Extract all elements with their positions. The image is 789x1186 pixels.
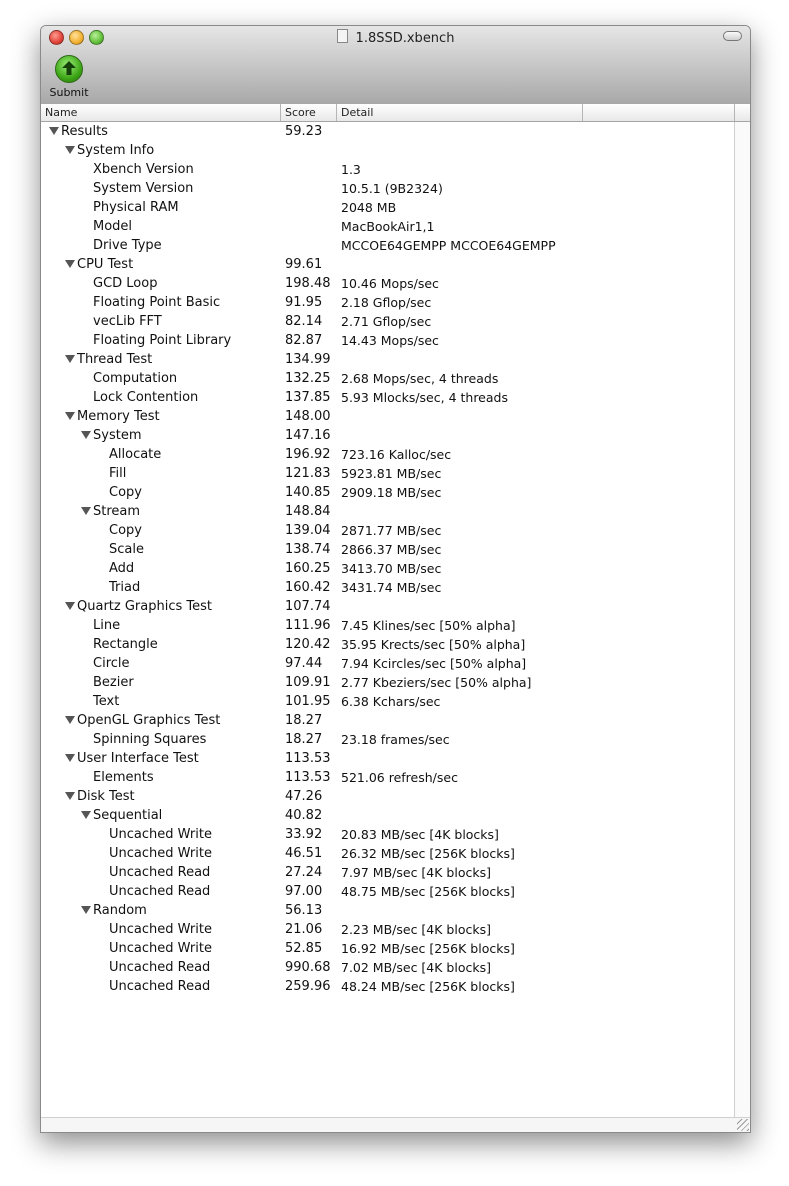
row-name: Thread Test — [77, 352, 153, 367]
row-score: 82.87 — [285, 333, 323, 348]
row-detail: MacBookAir1,1 — [341, 219, 435, 234]
row-name-cell — [81, 426, 141, 445]
row-detail: 2909.18 MB/sec — [341, 485, 442, 500]
window-title-area — [41, 29, 750, 46]
disclosure-triangle-icon[interactable] — [65, 260, 75, 268]
row-name-cell — [109, 958, 210, 977]
row-name-cell — [93, 217, 132, 236]
document-icon — [337, 29, 348, 43]
row-score: 40.82 — [285, 808, 323, 823]
row-name: Triad — [109, 580, 141, 595]
row-name: Bezier — [93, 675, 134, 690]
row-score: 132.25 — [285, 371, 331, 386]
outline-row[interactable] — [41, 255, 750, 274]
row-name-cell — [109, 578, 140, 597]
outline-row[interactable] — [41, 958, 750, 977]
outline-row[interactable] — [41, 502, 750, 521]
row-detail: 2.23 MB/sec [4K blocks] — [341, 922, 491, 937]
row-name-cell — [93, 179, 193, 198]
row-score: 97.00 — [285, 884, 323, 899]
row-score: 33.92 — [285, 827, 323, 842]
row-score: 134.99 — [285, 352, 331, 367]
row-score: 56.13 — [285, 903, 323, 918]
outline-row[interactable] — [41, 787, 750, 806]
disclosure-triangle-icon[interactable] — [65, 792, 75, 800]
row-detail: 1.3 — [341, 162, 361, 177]
row-name: Results — [61, 124, 108, 139]
row-name: Uncached Write — [109, 941, 212, 956]
outline-row[interactable] — [41, 844, 750, 863]
row-name-cell — [93, 369, 177, 388]
row-name-cell — [109, 483, 142, 502]
row-name: Floating Point Basic — [93, 295, 221, 310]
outline-row[interactable] — [41, 331, 750, 350]
row-name: System — [93, 428, 142, 443]
row-name: CPU Test — [77, 257, 134, 272]
row-name-cell — [93, 654, 130, 673]
row-name: Drive Type — [93, 238, 162, 253]
row-name-cell — [65, 711, 220, 730]
disclosure-triangle-icon[interactable] — [65, 146, 75, 154]
row-name: OpenGL Graphics Test — [77, 713, 221, 728]
disclosure-triangle-icon[interactable] — [65, 716, 75, 724]
row-name: Uncached Read — [109, 960, 211, 975]
row-name-cell — [65, 255, 133, 274]
row-name-cell — [109, 559, 134, 578]
row-score: 120.42 — [285, 637, 331, 652]
row-score: 21.06 — [285, 922, 323, 937]
row-score: 111.96 — [285, 618, 331, 633]
outline-row[interactable] — [41, 483, 750, 502]
column-score-header[interactable] — [281, 104, 337, 121]
row-detail: 7.02 MB/sec [4K blocks] — [341, 960, 491, 975]
row-name: Quartz Graphics Test — [77, 599, 212, 614]
results-outline — [41, 122, 750, 1122]
row-name: Line — [93, 618, 121, 633]
row-detail: 5923.81 MB/sec — [341, 466, 442, 481]
row-name-cell — [109, 540, 144, 559]
row-detail: 35.95 Krects/sec [50% alpha] — [341, 637, 526, 652]
row-name: Sequential — [93, 808, 163, 823]
outline-row[interactable] — [41, 920, 750, 939]
row-score: 198.48 — [285, 276, 331, 291]
row-detail: 48.75 MB/sec [256K blocks] — [341, 884, 515, 899]
row-name: vecLib FFT — [93, 314, 162, 329]
row-detail: 26.32 MB/sec [256K blocks] — [341, 846, 515, 861]
disclosure-triangle-icon[interactable] — [65, 355, 75, 363]
row-name-cell — [93, 331, 231, 350]
bottom-bar — [41, 1117, 750, 1132]
row-name: Uncached Write — [109, 827, 212, 842]
row-detail: 2.77 Kbeziers/sec [50% alpha] — [341, 675, 532, 690]
row-score: 139.04 — [285, 523, 331, 538]
outline-row[interactable] — [41, 882, 750, 901]
row-detail: 20.83 MB/sec [4K blocks] — [341, 827, 499, 842]
row-name: Stream — [93, 504, 141, 519]
row-score: 47.26 — [285, 789, 323, 804]
outline-row[interactable] — [41, 293, 750, 312]
row-detail: 23.18 frames/sec — [341, 732, 450, 747]
row-score: 109.91 — [285, 675, 331, 690]
row-name: Scale — [109, 542, 144, 557]
disclosure-triangle-icon[interactable] — [65, 754, 75, 762]
outline-row[interactable] — [41, 141, 750, 160]
row-name: Model — [93, 219, 133, 234]
row-name: Uncached Write — [109, 846, 212, 861]
row-score: 107.74 — [285, 599, 331, 614]
column-empty-header — [583, 104, 735, 121]
row-name-cell — [93, 388, 198, 407]
row-name-cell — [65, 407, 160, 426]
row-name-cell — [109, 464, 126, 483]
outline-row[interactable] — [41, 616, 750, 635]
row-score: 259.96 — [285, 979, 331, 994]
disclosure-triangle-icon[interactable] — [49, 127, 59, 135]
row-score: 113.53 — [285, 770, 331, 785]
outline-row[interactable] — [41, 939, 750, 958]
submit-label: Submit — [49, 86, 89, 99]
outline-row[interactable] — [41, 711, 750, 730]
outline-row[interactable] — [41, 179, 750, 198]
row-name-cell — [93, 635, 158, 654]
row-score: 52.85 — [285, 941, 323, 956]
row-name: Disk Test — [77, 789, 135, 804]
row-detail: 14.43 Mops/sec — [341, 333, 439, 348]
row-name: Copy — [109, 485, 142, 500]
outline-row[interactable] — [41, 863, 750, 882]
row-score: 82.14 — [285, 314, 323, 329]
xbench-window — [40, 25, 751, 1133]
row-score: 148.00 — [285, 409, 331, 424]
row-detail: 2866.37 MB/sec — [341, 542, 442, 557]
row-score: 46.51 — [285, 846, 323, 861]
row-name: Physical RAM — [93, 200, 179, 215]
row-detail: 6.38 Kchars/sec — [341, 694, 441, 709]
row-detail: MCCOE64GEMPP MCCOE64GEMPP — [341, 238, 556, 253]
row-name-cell — [109, 825, 212, 844]
row-name-cell — [93, 160, 194, 179]
row-detail: 723.16 Kalloc/sec — [341, 447, 452, 462]
row-score: 18.27 — [285, 713, 323, 728]
title-bar — [41, 26, 750, 105]
row-name: Text — [93, 694, 120, 709]
row-name-cell — [65, 141, 154, 160]
outline-row[interactable] — [41, 825, 750, 844]
row-name: Computation — [93, 371, 178, 386]
row-name-cell — [109, 521, 142, 540]
outline-row[interactable] — [41, 426, 750, 445]
row-name-cell — [109, 863, 210, 882]
row-score: 147.16 — [285, 428, 331, 443]
row-name: Uncached Write — [109, 922, 212, 937]
row-name: GCD Loop — [93, 276, 158, 291]
outline-row[interactable] — [41, 540, 750, 559]
row-name: Add — [109, 561, 135, 576]
row-name-cell — [93, 616, 120, 635]
row-score: 113.53 — [285, 751, 331, 766]
column-name-header[interactable] — [41, 104, 281, 121]
row-name-cell — [65, 749, 199, 768]
row-detail: 10.46 Mops/sec — [341, 276, 439, 291]
row-score: 59.23 — [285, 124, 323, 139]
row-name-cell — [93, 673, 134, 692]
disclosure-triangle-icon[interactable] — [81, 431, 91, 439]
row-name-cell — [93, 236, 162, 255]
row-name: Elements — [93, 770, 154, 785]
row-score: 990.68 — [285, 960, 331, 975]
toolbar-toggle-button[interactable] — [723, 31, 742, 41]
row-detail: 2048 MB — [341, 200, 397, 215]
outline-row[interactable] — [41, 654, 750, 673]
row-name: Copy — [109, 523, 142, 538]
outline-row[interactable] — [41, 274, 750, 293]
outline-row[interactable] — [41, 369, 750, 388]
row-name-cell — [81, 901, 147, 920]
row-name-cell — [65, 787, 135, 806]
row-name: Fill — [109, 466, 127, 481]
outline-row[interactable] — [41, 198, 750, 217]
outline-row[interactable] — [41, 768, 750, 787]
row-detail: 5.93 Mlocks/sec, 4 threads — [341, 390, 508, 405]
row-name: Xbench Version — [93, 162, 194, 177]
row-name-cell — [93, 768, 154, 787]
row-detail: 2871.77 MB/sec — [341, 523, 442, 538]
column-score-label: Score — [285, 106, 316, 119]
row-name-cell — [93, 293, 220, 312]
row-name: Uncached Read — [109, 979, 211, 994]
row-name: System Version — [93, 181, 194, 196]
row-name-cell — [93, 274, 157, 293]
outline-row[interactable] — [41, 597, 750, 616]
outline-row[interactable] — [41, 312, 750, 331]
column-detail-label: Detail — [341, 106, 374, 119]
row-score: 27.24 — [285, 865, 323, 880]
row-score: 18.27 — [285, 732, 323, 747]
row-score: 160.25 — [285, 561, 331, 576]
row-detail: 7.45 Klines/sec [50% alpha] — [341, 618, 516, 633]
row-name: System Info — [77, 143, 155, 158]
row-detail: 16.92 MB/sec [256K blocks] — [341, 941, 515, 956]
outline-row[interactable] — [41, 160, 750, 179]
row-detail: 3431.74 MB/sec — [341, 580, 442, 595]
row-score: 137.85 — [285, 390, 331, 405]
row-score: 196.92 — [285, 447, 331, 462]
row-detail: 2.18 Gflop/sec — [341, 295, 432, 310]
row-name-cell — [109, 939, 212, 958]
outline-row[interactable] — [41, 559, 750, 578]
row-name: Spinning Squares — [93, 732, 207, 747]
outline-row[interactable] — [41, 806, 750, 825]
row-name: Rectangle — [93, 637, 158, 652]
vertical-scrollbar[interactable] — [734, 122, 750, 1118]
row-name-cell — [93, 730, 206, 749]
row-name-cell — [93, 198, 179, 217]
row-name-cell — [65, 597, 212, 616]
window-title: 1.8SSD.xbench — [355, 31, 455, 46]
row-detail: 2.71 Gflop/sec — [341, 314, 432, 329]
row-name-cell — [93, 692, 119, 711]
row-score: 99.61 — [285, 257, 323, 272]
disclosure-triangle-icon[interactable] — [81, 906, 91, 914]
disclosure-triangle-icon[interactable] — [65, 602, 75, 610]
resize-grip[interactable] — [737, 1119, 749, 1131]
row-name-cell — [93, 312, 162, 331]
row-name: Lock Contention — [93, 390, 199, 405]
row-detail: 7.94 Kcircles/sec [50% alpha] — [341, 656, 527, 671]
row-score: 148.84 — [285, 504, 331, 519]
row-name-cell — [81, 806, 162, 825]
outline-row[interactable] — [41, 977, 750, 996]
outline-row[interactable] — [41, 445, 750, 464]
outline-row[interactable] — [41, 730, 750, 749]
row-name-cell — [109, 882, 210, 901]
row-name: User Interface Test — [77, 751, 199, 766]
outline-row[interactable] — [41, 521, 750, 540]
row-detail: 3413.70 MB/sec — [341, 561, 442, 576]
disclosure-triangle-icon[interactable] — [65, 412, 75, 420]
outline-row[interactable] — [41, 407, 750, 426]
row-name: Uncached Read — [109, 884, 211, 899]
row-name-cell — [65, 350, 152, 369]
row-name-cell — [109, 920, 212, 939]
row-name: Memory Test — [77, 409, 160, 424]
row-name-cell — [81, 502, 140, 521]
outline-row[interactable] — [41, 692, 750, 711]
row-name-cell — [109, 445, 161, 464]
row-detail: 7.97 MB/sec [4K blocks] — [341, 865, 491, 880]
row-detail: 2.68 Mops/sec, 4 threads — [341, 371, 499, 386]
row-score: 121.83 — [285, 466, 331, 481]
row-score: 160.42 — [285, 580, 331, 595]
disclosure-triangle-icon[interactable] — [81, 507, 91, 515]
outline-row[interactable] — [41, 635, 750, 654]
column-detail-header[interactable] — [337, 104, 583, 121]
outline-row[interactable] — [41, 464, 750, 483]
row-name-cell — [109, 844, 212, 863]
outline-row[interactable] — [41, 578, 750, 597]
outline-row[interactable] — [41, 388, 750, 407]
row-name: Floating Point Library — [93, 333, 232, 348]
row-name-cell — [109, 977, 210, 996]
outline-row[interactable] — [41, 901, 750, 920]
row-name: Circle — [93, 656, 130, 671]
outline-row[interactable] — [41, 236, 750, 255]
row-score: 97.44 — [285, 656, 323, 671]
row-detail: 521.06 refresh/sec — [341, 770, 458, 785]
row-score: 140.85 — [285, 485, 331, 500]
column-name-label: Name — [45, 106, 78, 119]
row-score: 138.74 — [285, 542, 331, 557]
outline-row[interactable] — [41, 350, 750, 369]
row-name: Random — [93, 903, 147, 918]
outline-row[interactable] — [41, 749, 750, 768]
outline-row[interactable] — [41, 673, 750, 692]
row-detail: 10.5.1 (9B2324) — [341, 181, 443, 196]
submit-button[interactable] — [47, 55, 91, 101]
row-name-cell — [49, 122, 108, 141]
row-name: Allocate — [109, 447, 162, 462]
outline-row[interactable] — [41, 122, 750, 141]
row-name: Uncached Read — [109, 865, 211, 880]
row-score: 101.95 — [285, 694, 331, 709]
upload-arrow-icon — [55, 55, 83, 83]
disclosure-triangle-icon[interactable] — [81, 811, 91, 819]
row-score: 91.95 — [285, 295, 323, 310]
row-detail: 48.24 MB/sec [256K blocks] — [341, 979, 515, 994]
column-header — [41, 104, 750, 122]
outline-row[interactable] — [41, 217, 750, 236]
